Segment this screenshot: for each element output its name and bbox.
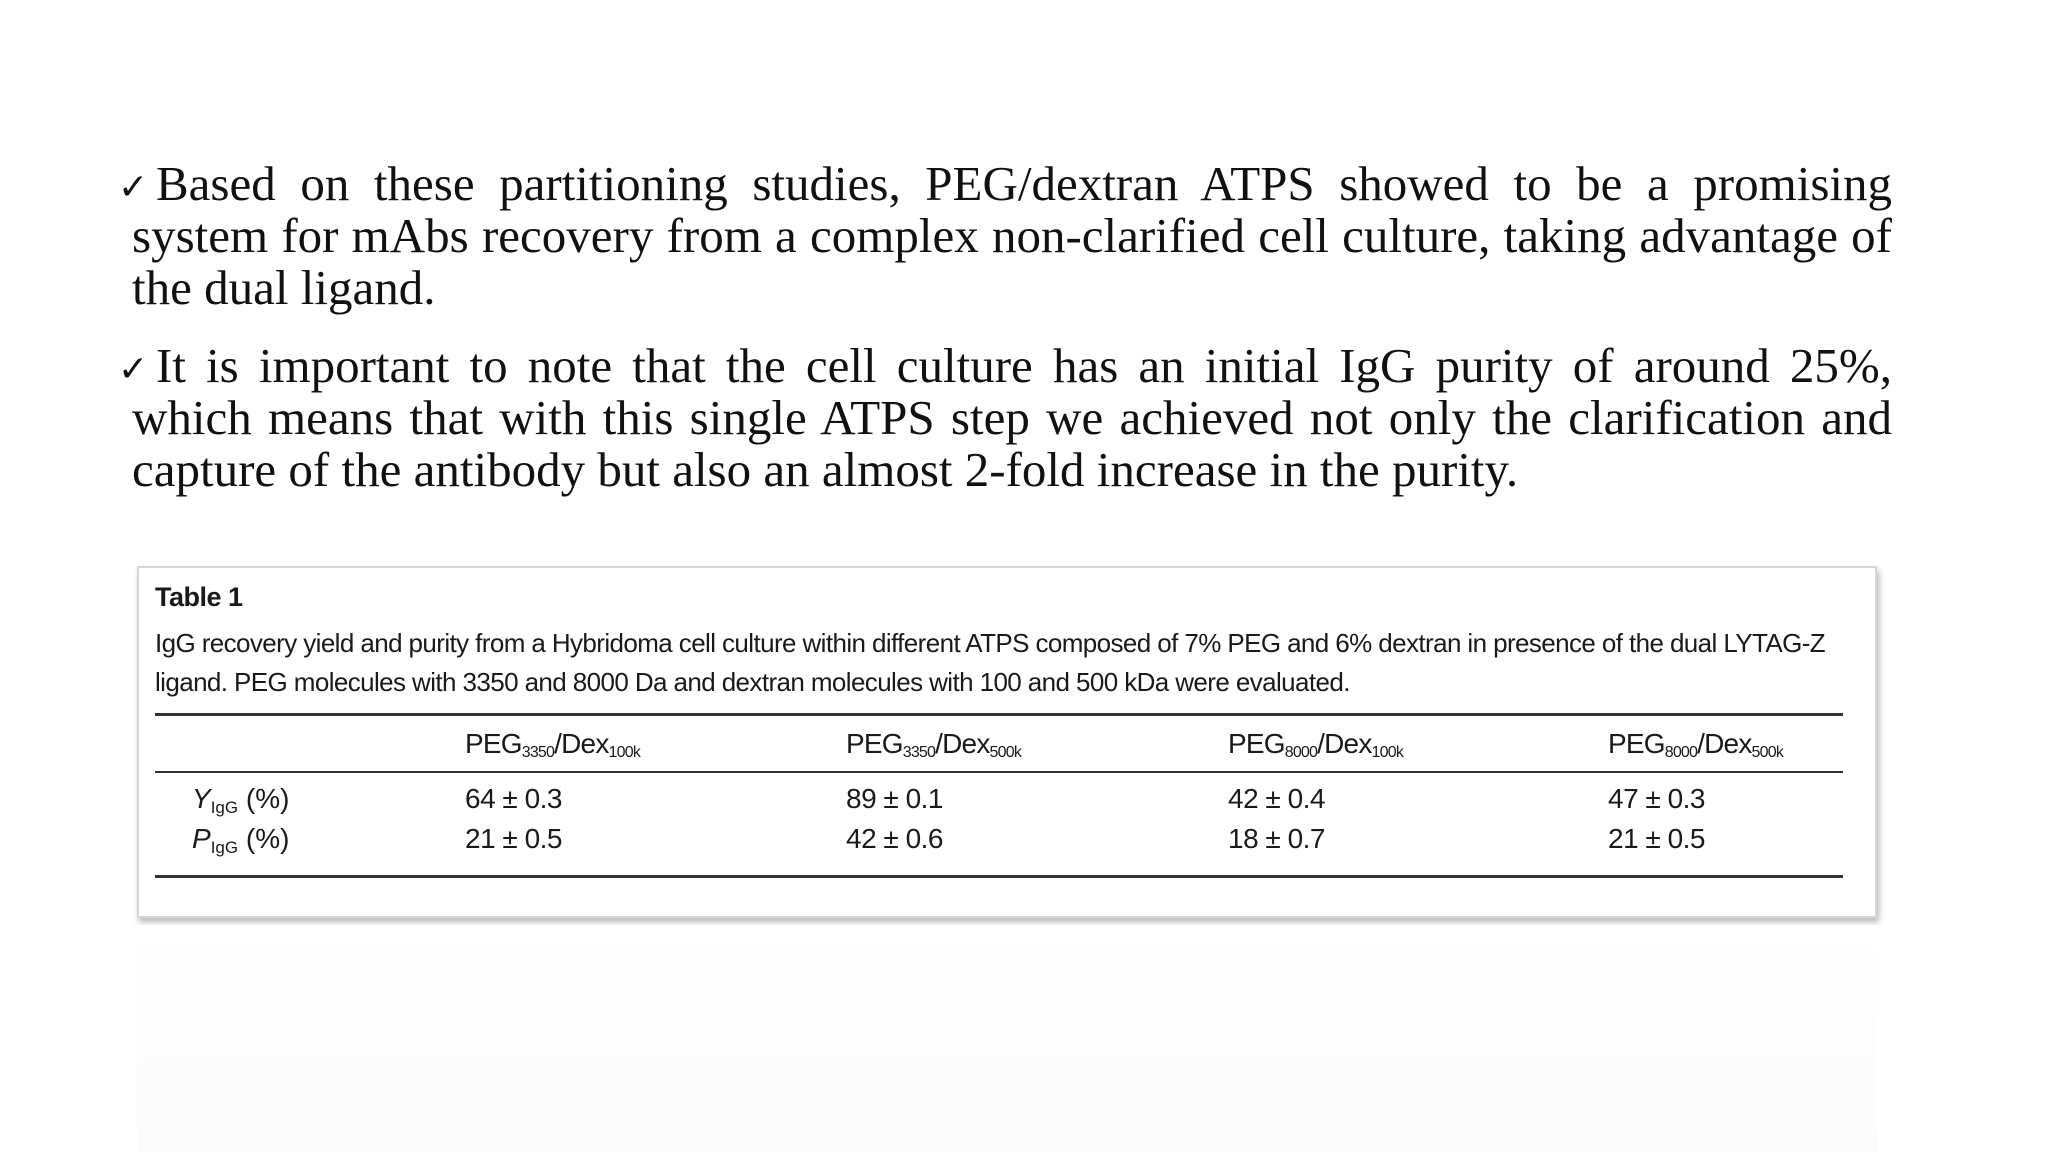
bullet-list: [118, 158, 1892, 522]
table-caption: IgG recovery yield and purity from a Hybridoma cell culture within different ATPS composed of 7% PEG and 6% dextran in presence of the dual LYTAG-Z ligand. PEG molecules with 3350 and 8000 Da and dextran molecules with 100 and 500 kDa were evaluated.: [155, 628, 1826, 697]
results-table-figure: [137, 566, 1877, 918]
row-header-yield: $Y_{IgG}$ (%): [192, 783, 290, 817]
column-header-peg3350-dex500k: $PEG_{3350}/Dex_{500k}$: [846, 728, 1022, 761]
check-icon: ✓: [118, 167, 149, 208]
table-cell: 21 ± 0.5: [1608, 823, 1705, 854]
table-bottom-rule: [155, 875, 1843, 878]
table-cell: 89 ± 0.1: [846, 783, 943, 814]
check-icon: ✓: [118, 349, 149, 390]
column-header-peg8000-dex100k: $PEG_{8000}/Dex_{100k}$: [1228, 728, 1404, 761]
table-header-rule: [155, 771, 1843, 773]
bullet-text: It is important to note that the cell culture has an initial IgG purity of around 25%, which means that with this single ATPS step we achieved not only the clarification and capture of the antibody but also an almost 2-fold increase in the purity.: [132, 338, 1892, 497]
table-cell: 21 ± 0.5: [465, 823, 562, 854]
table-cell: 18 ± 0.7: [1228, 823, 1325, 854]
table-cell: 47 ± 0.3: [1608, 783, 1705, 814]
table-title: Table 1: [155, 582, 243, 612]
bullet-text: Based on these partitioning studies, PEG/dextran ATPS showed to be a promising system for mAbs recovery from a complex non-clarified cell culture, taking advantage of the dual ligand.: [132, 156, 1892, 315]
slide-background-shade: [137, 925, 1877, 1152]
table-cell: 42 ± 0.6: [846, 823, 943, 854]
bullet-item: [118, 340, 1892, 496]
row-header-purity: $P_{IgG}$ (%): [192, 823, 290, 857]
column-header-peg3350-dex100k: $PEG_{3350}/Dex_{100k}$: [465, 728, 641, 761]
column-header-peg8000-dex500k: $PEG_{8000}/Dex_{500k}$: [1608, 728, 1784, 761]
table-top-rule: [155, 713, 1843, 716]
table-cell: 64 ± 0.3: [465, 783, 562, 814]
table-cell: 42 ± 0.4: [1228, 783, 1325, 814]
bullet-item: [118, 158, 1892, 314]
